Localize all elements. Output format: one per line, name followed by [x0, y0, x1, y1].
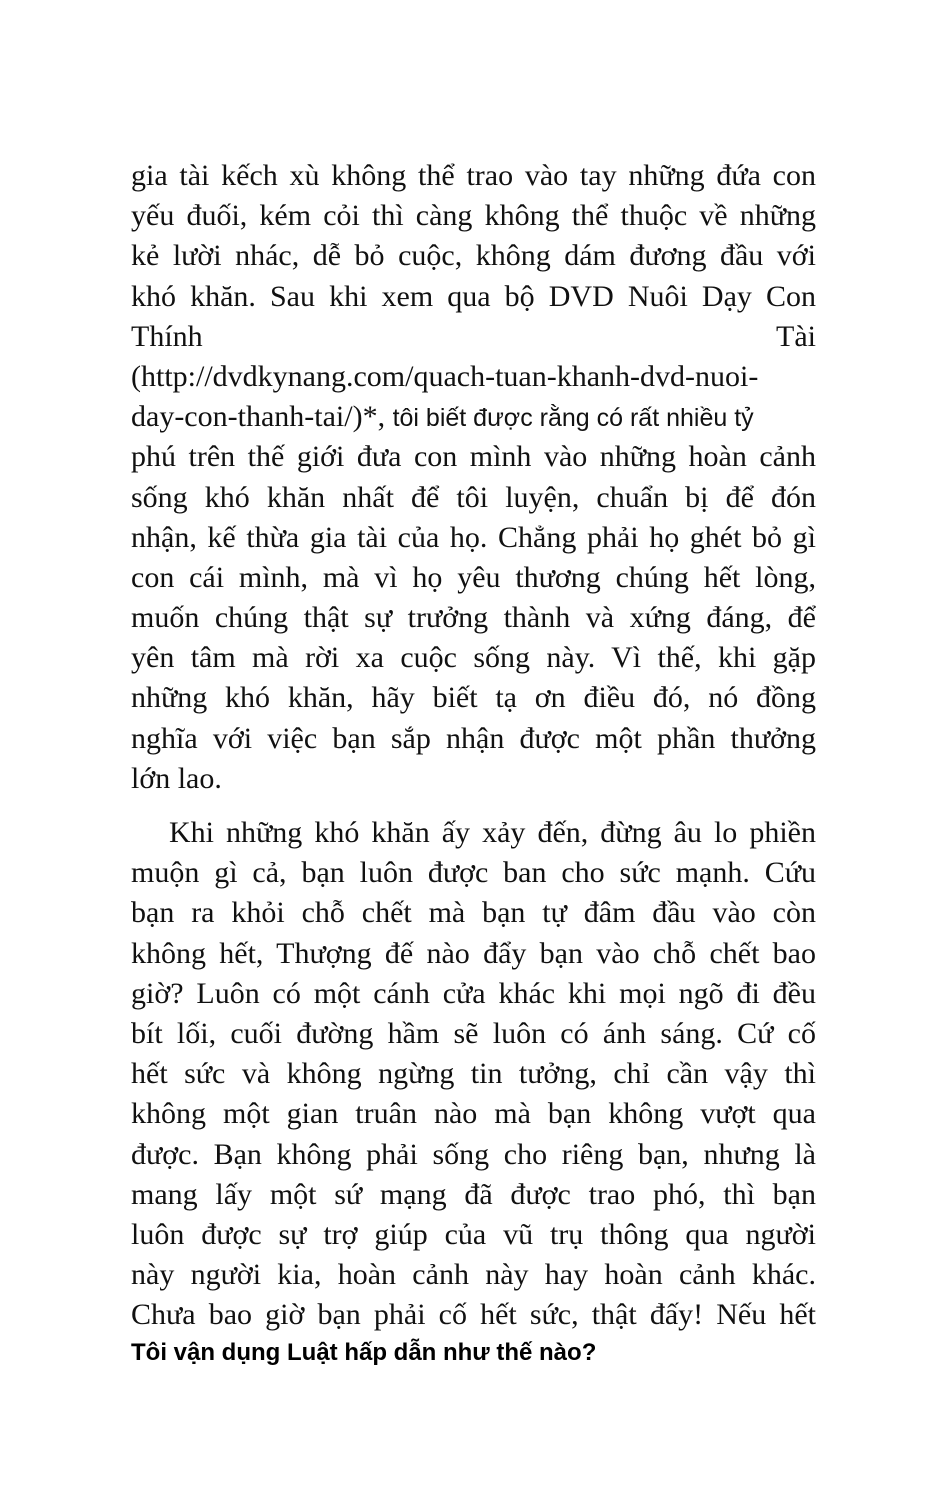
text-fragment: Tài	[776, 319, 816, 353]
text-fragment: tôi biết được rằng có rất nhiều tỷ	[392, 404, 754, 433]
text-line: mang lấy một sứ mạng đã được trao phó, thì bạn	[131, 1177, 816, 1211]
text-line: sống khó khăn nhất để tôi luyện, chuẩn bị để đón	[131, 480, 816, 514]
text-line: bạn ra khỏi chỗ chết mà bạn tự đâm đầu vào còn	[131, 896, 816, 930]
text-line: giờ? Luôn có một cánh cửa khác khi mọi ngõ đi đều	[131, 976, 816, 1010]
text-line: không hết, Thượng đế nào đẩy bạn vào chỗ chết bao	[131, 936, 816, 970]
text-line: nghĩa với việc bạn sắp nhận được một phần thưởng	[131, 721, 816, 755]
text-line: Chưa bao giờ bạn phải cố hết sức, thật đấy! Nếu hết	[131, 1298, 816, 1332]
book-page	[131, 156, 816, 1396]
text-line: phú trên thế giới đưa con mình vào những hoàn cảnh	[131, 440, 816, 474]
text-line: yếu đuối, kém cỏi thì càng không thể thuộc về những	[131, 199, 816, 233]
text-line: hết sức và không ngừng tin tưởng, chỉ cần vậy thì	[131, 1057, 816, 1091]
text-line: kẻ lười nhác, dễ bỏ cuộc, không dám đương đầu với	[131, 239, 816, 273]
text-line: luôn được sự trợ giúp của vũ trụ thông qua người	[131, 1217, 816, 1251]
text-line: lớn lao.	[131, 761, 222, 795]
text-line: những khó khăn, hãy biết tạ ơn điều đó, nó đồng	[131, 681, 816, 715]
text-line: không một gian truân nào mà bạn không vượt qua	[131, 1097, 816, 1131]
text-line: nhận, kế thừa gia tài của họ. Chẳng phải họ ghét bỏ gì	[131, 520, 816, 554]
url-fragment: day-con-thanh-tai/)*,	[131, 400, 386, 434]
text-line: yên tâm mà rời xa cuộc sống này. Vì thế, khi gặp	[131, 641, 816, 675]
text-line	[131, 317, 816, 357]
text-line	[131, 397, 816, 437]
text-line: muộn gì cả, bạn luôn được ban cho sức mạnh. Cứu	[131, 856, 816, 890]
text-fragment: Thính	[131, 319, 203, 353]
text-line: bít lối, cuối đường hầm sẽ luôn có ánh sáng. Cứ cố	[131, 1016, 816, 1050]
url-line: (http://dvdkynang.com/quach-tuan-khanh-dvd-nuoi-	[131, 359, 759, 393]
body-paragraph-1	[131, 156, 816, 799]
text-line: Khi những khó khăn ấy xảy đến, đừng âu lo phiền	[169, 816, 816, 849]
text-line: khó khăn. Sau khi xem qua bộ DVD Nuôi Dạy Con	[131, 279, 816, 313]
running-footer-title: Tôi vận dụng Luật hấp dẫn như thế nào?	[131, 1339, 597, 1367]
text-line: được. Bạn không phải sống cho riêng bạn, nhưng là	[131, 1137, 816, 1171]
text-line: con cái mình, mà vì họ yêu thương chúng hết lòng,	[131, 560, 816, 594]
text-line: gia tài kếch xù không thể trao vào tay những đứa con	[131, 159, 816, 192]
text-line: muốn chúng thật sự trưởng thành và xứng đáng, để	[131, 601, 816, 635]
paragraph-spacer	[131, 799, 816, 813]
text-line: này người kia, hoàn cảnh này hay hoàn cảnh khác.	[131, 1258, 816, 1292]
body-paragraph-2	[131, 813, 816, 1335]
